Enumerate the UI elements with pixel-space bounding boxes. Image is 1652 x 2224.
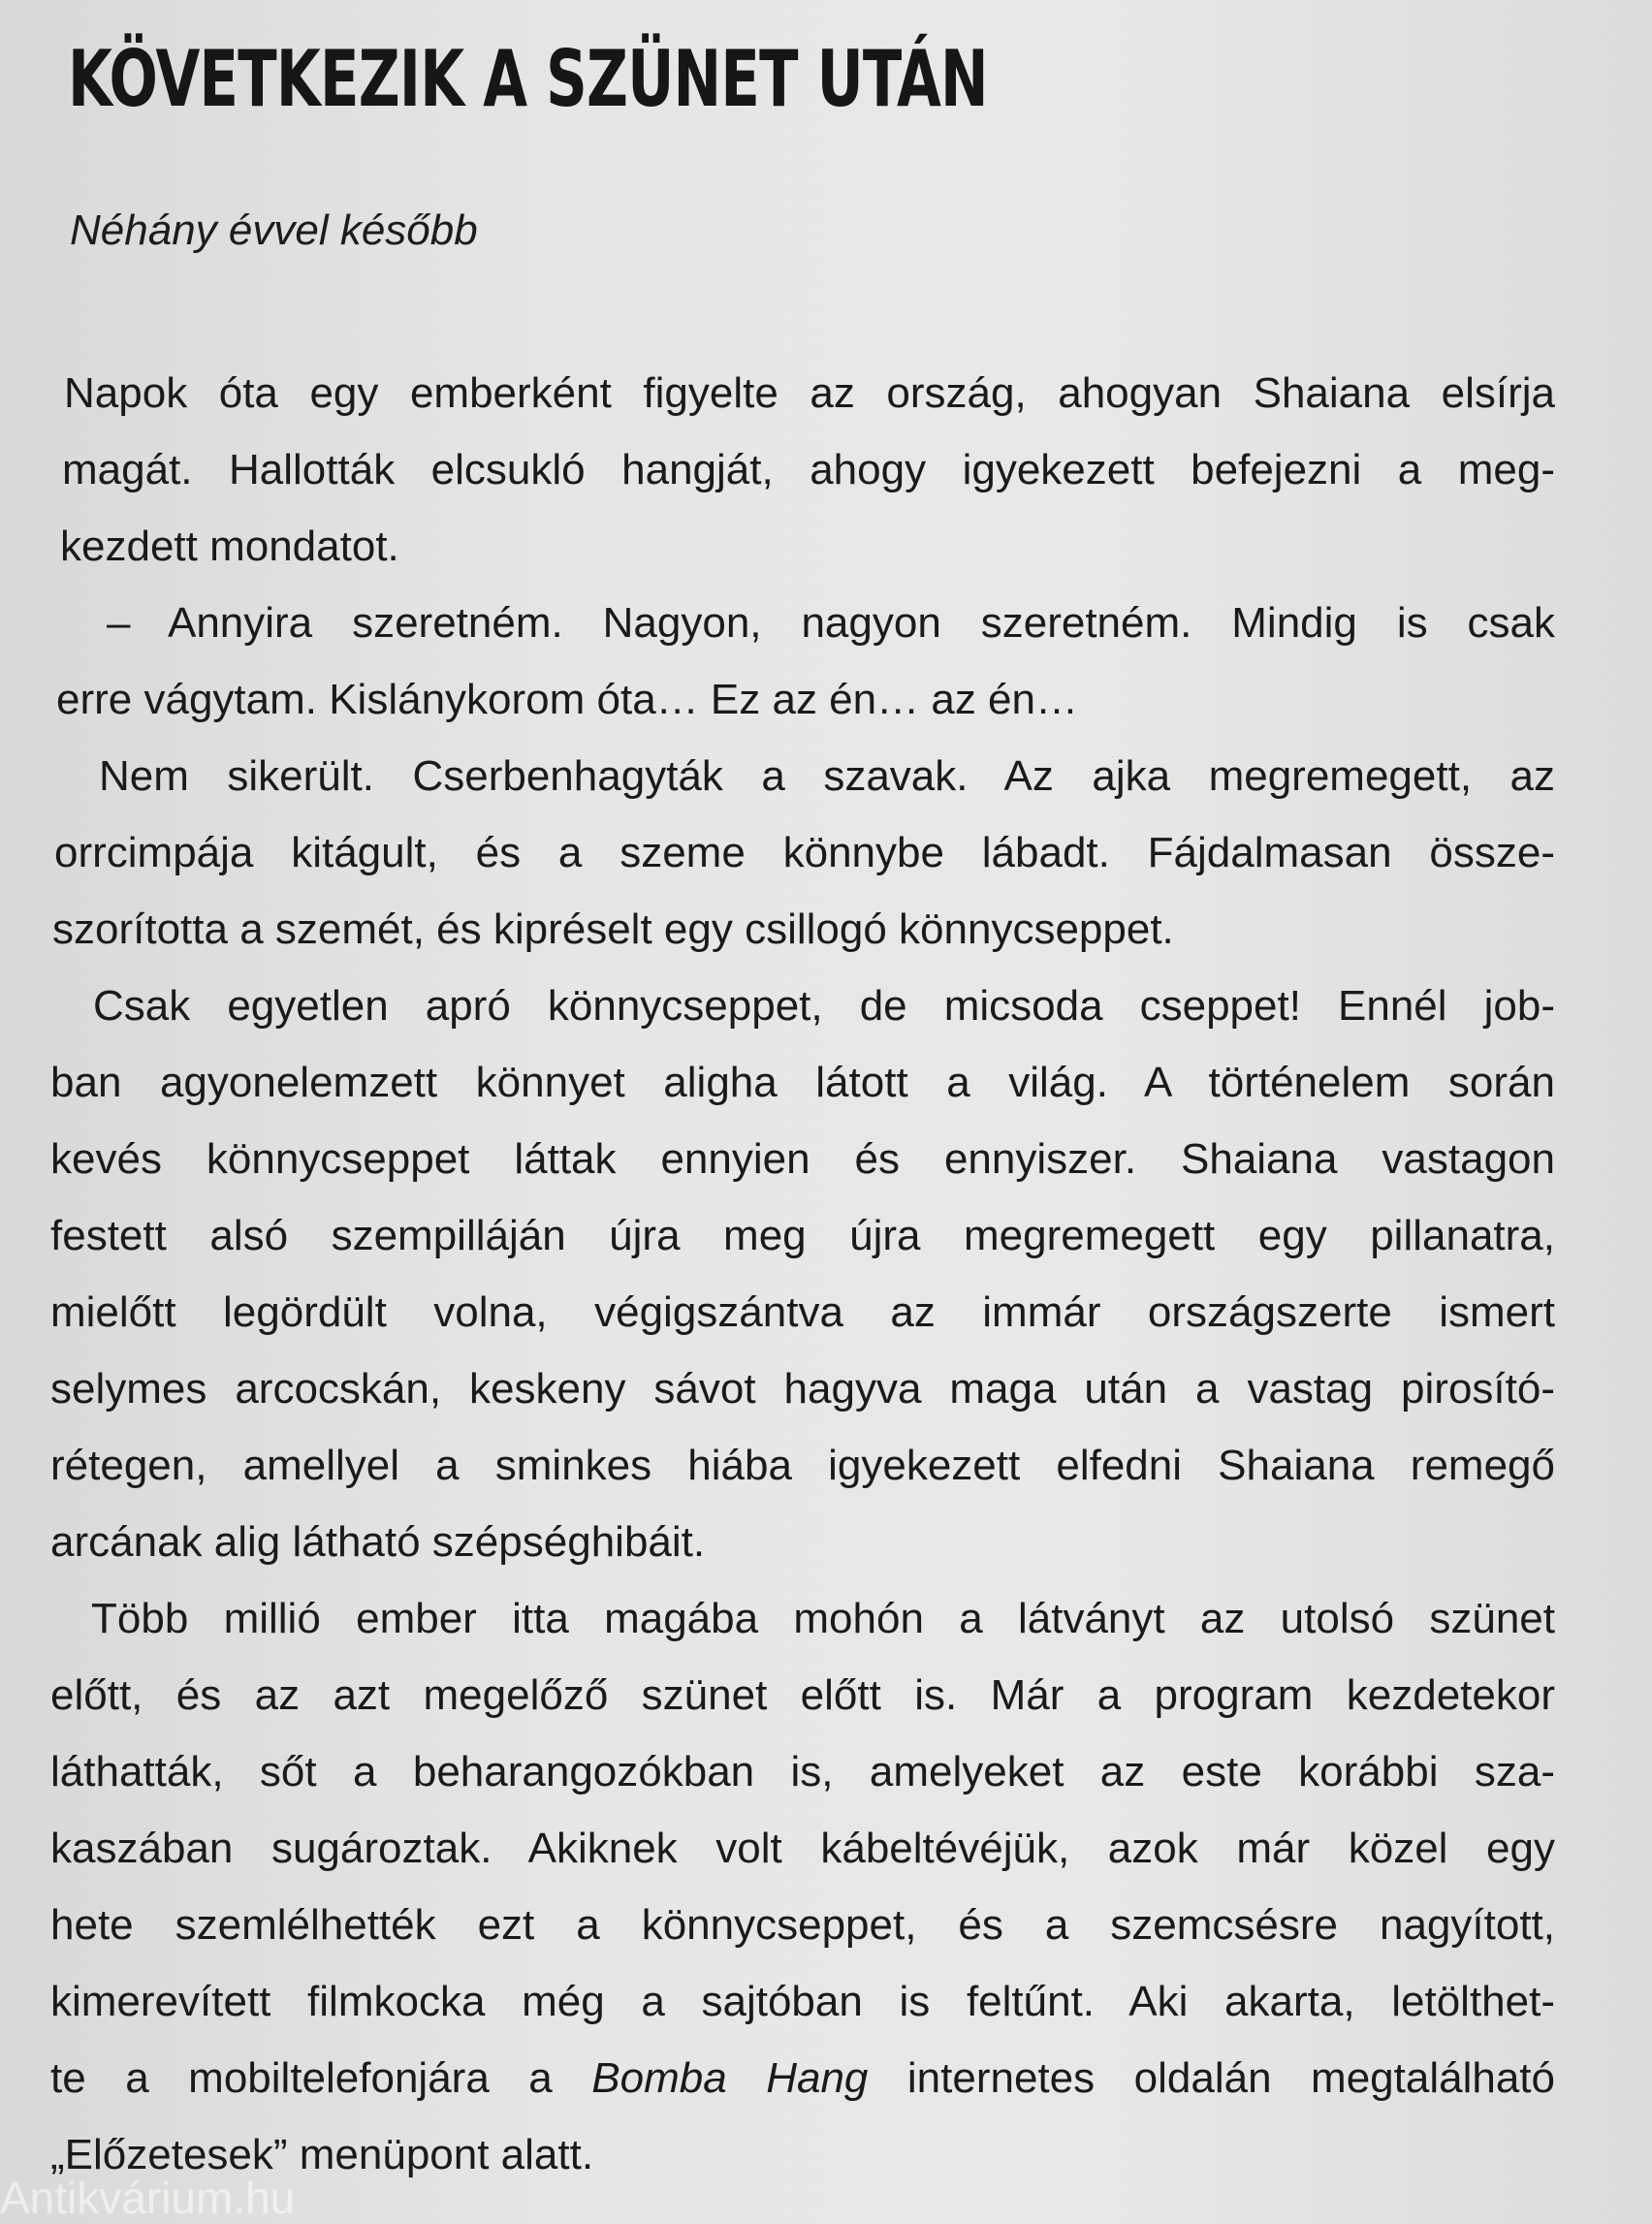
- text-line: „Előzetesek” menüpont alatt.: [50, 2131, 594, 2178]
- text-fragment: te a mobiltelefonjára a: [50, 2054, 592, 2102]
- text-line: Napok óta egy emberként figyelte az ország, ahogyan Shaiana elsírja: [64, 369, 1555, 417]
- text-line: rétegen, amellyel a sminkes hiába igyekezett elfedni Shaiana remegő: [50, 1442, 1555, 1489]
- text-line: ban agyonelemzett könnyet aligha látott a világ. A történelem során: [50, 1059, 1555, 1106]
- text-fragment: internetes oldalán megtalálható: [868, 2054, 1555, 2102]
- text-line: Több millió ember itta magába mohón a látványt az utolsó szünet: [91, 1595, 1555, 1642]
- paragraph-5: [50, 1580, 1555, 2193]
- paragraph-2: [50, 585, 1555, 738]
- text-line: kaszában sugároztak. Akiknek volt kábeltévéjük, azok már közel egy: [50, 1825, 1555, 1872]
- publication-title: Bomba Hang: [591, 2054, 869, 2102]
- text-line: mielőtt legördült volna, végigszántva az immár országszerte ismert: [50, 1288, 1555, 1336]
- text-line: Nem sikerült. Cserbenhagyták a szavak. Az ajka megremegett, az: [99, 752, 1555, 800]
- text-line: szorította a szemét, és kipréselt egy csillogó könnycseppet.: [52, 905, 1174, 953]
- text-line: selymes arcocskán, keskeny sávot hagyva maga után a vastag pirosító-: [50, 1365, 1555, 1413]
- chapter-subtitle: Néhány évvel később: [70, 207, 478, 254]
- watermark: Antikvárium.hu: [0, 2173, 296, 2223]
- text-line-with-title: [50, 2040, 1555, 2116]
- text-line: láthatták, sőt a beharangozókban is, amelyeket az este korábbi sza-: [50, 1748, 1555, 1795]
- chapter-title: KÖVETKEZIK A SZÜNET UTÁN: [68, 34, 988, 124]
- text-line: arcának alig látható szépséghibáit.: [50, 1518, 706, 1566]
- text-line: kezdett mondatot.: [60, 523, 399, 570]
- body-text: [50, 355, 1555, 2193]
- text-line: kevés könnycseppet láttak ennyien és ennyiszer. Shaiana vastagon: [50, 1135, 1555, 1183]
- paragraph-4: [50, 968, 1555, 1580]
- text-line: erre vágytam. Kislánykorom óta… Ez az én… az én…: [56, 676, 1078, 723]
- paragraph-1: [50, 355, 1555, 585]
- text-line: előtt, és az azt megelőző szünet előtt is. Már a program kezdetekor: [50, 1671, 1555, 1719]
- paragraph-3: [50, 738, 1555, 968]
- text-line: hete szemlélhették ezt a könnycseppet, és a szemcsésre nagyított,: [50, 1901, 1555, 1949]
- text-line: Csak egyetlen apró könnycseppet, de micsoda cseppet! Ennél job-: [93, 982, 1555, 1030]
- text-line: festett alsó szempilláján újra meg újra megremegett egy pillanatra,: [50, 1212, 1555, 1259]
- text-line: orrcimpája kitágult, és a szeme könnybe lábadt. Fájdalmasan össze-: [54, 829, 1555, 876]
- text-line: magát. Hallották elcsukló hangját, ahogy igyekezett befejezni a meg-: [62, 446, 1555, 493]
- text-line: – Annyira szeretném. Nagyon, nagyon szeretném. Mindig is csak: [107, 599, 1555, 647]
- text-line: kimerevített filmkocka még a sajtóban is feltűnt. Aki akarta, letölthet-: [50, 1978, 1555, 2025]
